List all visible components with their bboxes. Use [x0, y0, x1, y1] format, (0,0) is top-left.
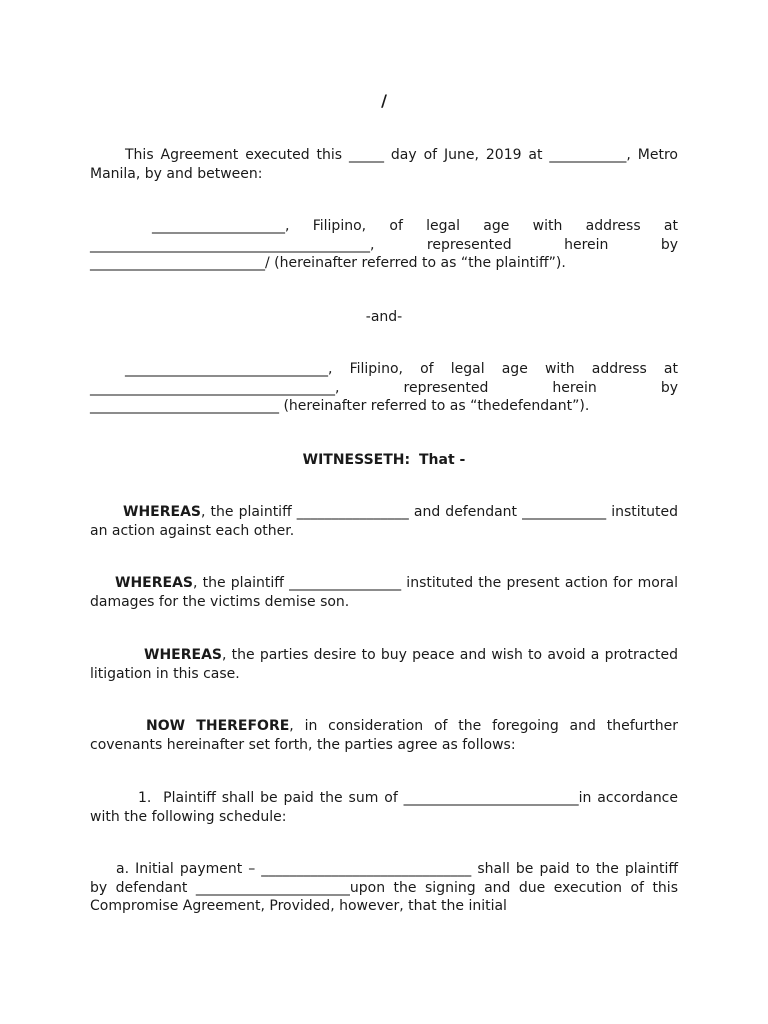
whereas-paragraph-3 [90, 646, 678, 683]
now-therefore-paragraph [90, 717, 678, 754]
whereas-lead-1: WHEREAS [123, 504, 201, 520]
now-therefore-lead: NOW THEREFORE [146, 718, 290, 734]
whereas-text-3: , the parties desire to buy peace and wish to avoid a protracted litigation in this case. [90, 647, 678, 682]
item-1-number: 1. [138, 790, 152, 806]
item-1-text: Plaintiff shall be paid the sum of _________________________in accordance with the following schedule: [90, 790, 678, 825]
party2-paragraph: _____________________________, Filipino, of legal age with address at ___________________________________, represented herein by ___________________________ (hereinafter referred to as “thedefendant”). [90, 361, 678, 414]
item-a-text: Initial payment – ______________________________ shall be paid to the plaintiff by defendant ______________________upon the signing and due execution of this Compromise Agreement, Provided, however, that the initial [90, 861, 678, 914]
whereas-lead-3: WHEREAS [144, 647, 222, 663]
and-separator: -and- [365, 309, 403, 325]
item-a-paragraph [90, 860, 678, 916]
heading-mark: / [381, 91, 387, 110]
whereas-lead-2: WHEREAS [115, 575, 193, 591]
witnesseth-label: WITNESSETH: [302, 452, 411, 468]
whereas-paragraph-2 [90, 574, 678, 611]
witnesseth-tail: That - [419, 452, 466, 468]
witnesseth-heading [90, 451, 678, 470]
item-1-paragraph [90, 789, 678, 826]
item-a-label: a. [116, 861, 130, 877]
party1-paragraph: ___________________, Filipino, of legal age with address at ________________________________________, represented herein by _________________________/ (hereinafter referred to as “the plaintiff”). [90, 218, 678, 271]
whereas-paragraph-1 [90, 503, 678, 540]
whereas-text-2: , the plaintiff ________________ instituted the present action for moral damages for the victims demise son. [90, 575, 678, 610]
now-therefore-text: , in consideration of the foregoing and thefurther covenants hereinafter set forth, the parties agree as follows: [90, 718, 678, 753]
whereas-text-1: , the plaintiff ________________ and defendant ____________ instituted an action against each other. [90, 504, 678, 539]
intro-paragraph: This Agreement executed this _____ day of June, 2019 at ___________, Metro Manila, by and between: [90, 147, 678, 182]
